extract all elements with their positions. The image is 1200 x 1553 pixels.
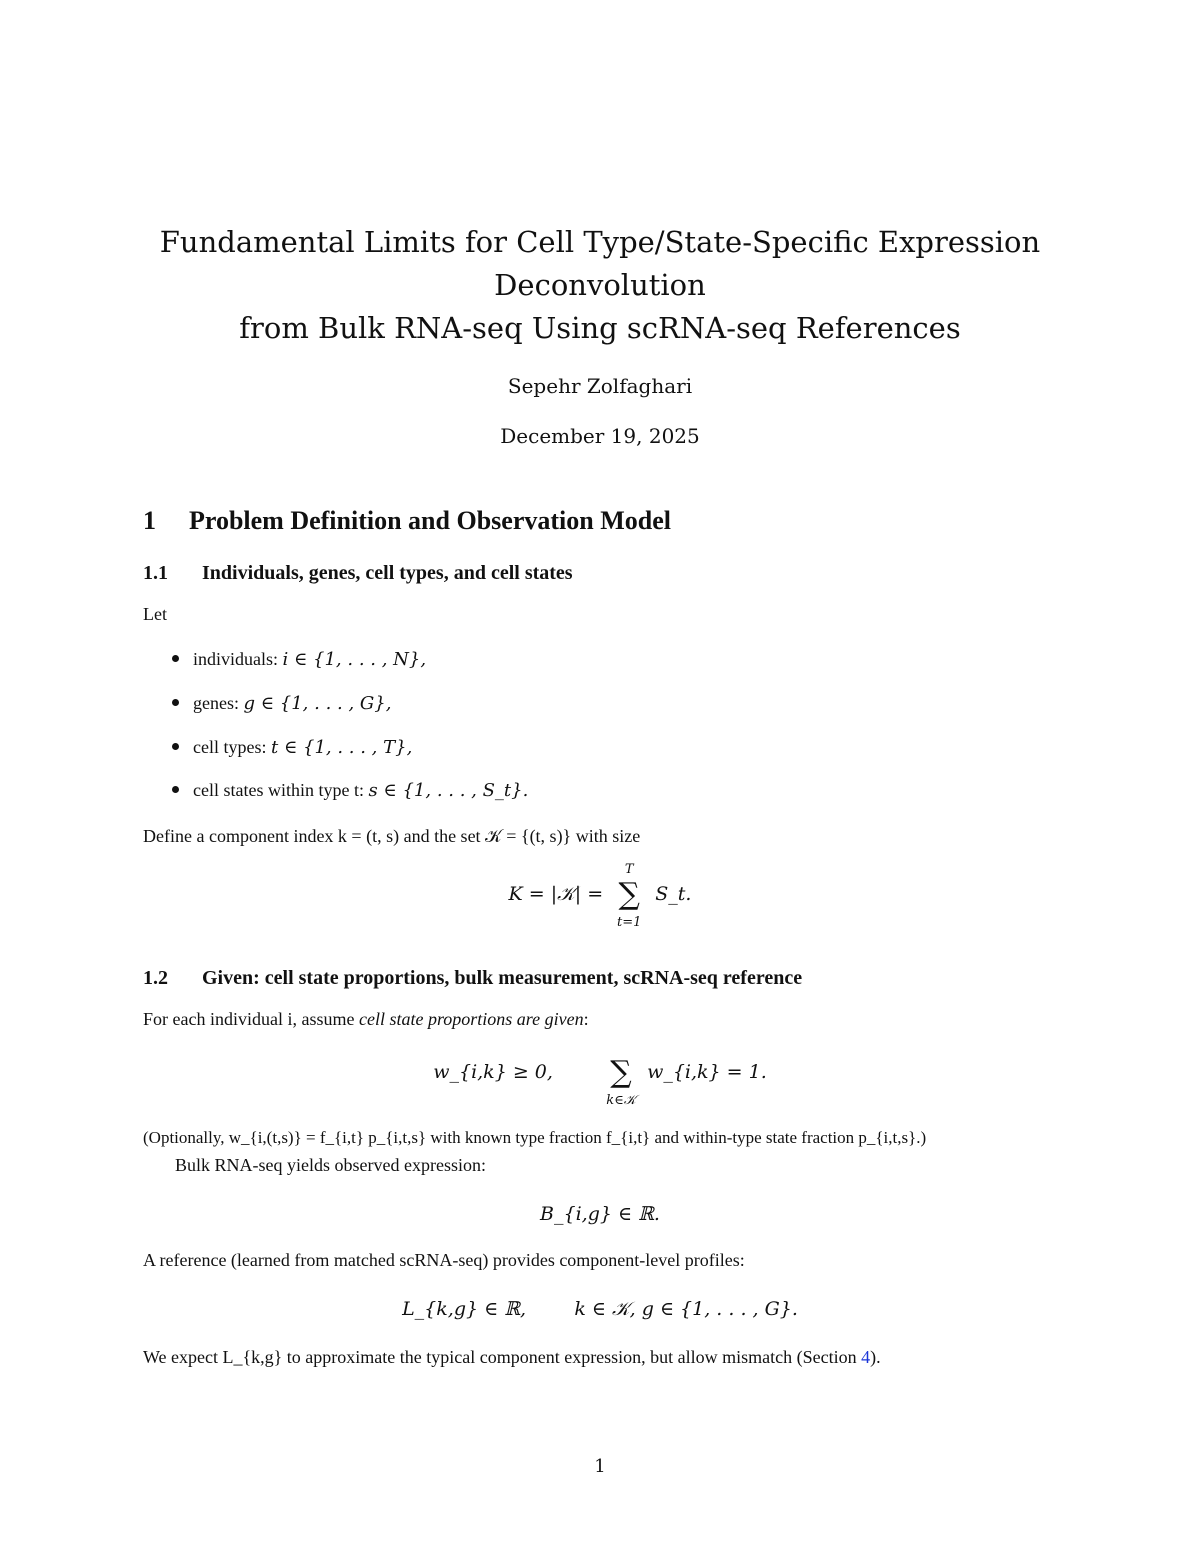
subsection-title: Individuals, genes, cell types, and cell states (202, 562, 573, 584)
author: Sepehr Zolfaghari (507, 374, 693, 398)
bullet-dot-icon (172, 743, 179, 750)
sum-lower: t=1 (617, 915, 642, 930)
for-each-pre: For each individual i, assume (143, 1009, 359, 1029)
reference-text: A reference (learned from matched scRNA-seq) provides component-level profiles: (143, 1250, 745, 1270)
subsection-number: 1.2 (143, 967, 168, 989)
page-number: 1 (594, 1456, 606, 1477)
section-heading-1 (143, 506, 671, 536)
bullet-label: individuals: (193, 649, 278, 669)
expect-post: ). (870, 1347, 881, 1367)
subsection-heading-1-2 (143, 967, 802, 990)
expect-pre: We expect L_{k,g} to approximate the typical component expression, but allow mismatch (Section (143, 1347, 862, 1367)
section-4-link[interactable]: 4 (861, 1347, 871, 1367)
bullet-math: t ∈ {1, . . . , T}, (270, 737, 413, 758)
eq-w-lhs: w_{i,k} ≥ 0, (433, 1061, 553, 1083)
bullet-item (172, 737, 412, 758)
optionally-text: (Optionally, w_{i,(t,s)} = f_{i,t} p_{i,t,s} with known type fraction f_{i,t} and within-type state fraction p_{i,t,s}.) (143, 1128, 927, 1147)
sum-upper: T (624, 862, 634, 877)
bullet-dot-icon (172, 786, 179, 793)
equation-L (0, 1298, 1200, 1320)
title-line-3: from Bulk RNA-seq Using scRNA-seq References (239, 311, 961, 345)
subsection-title: Given: cell state proportions, bulk measurement, scRNA-seq reference (202, 967, 803, 989)
bullet-math: i ∈ {1, . . . , N}, (282, 649, 427, 670)
bullet-item (172, 693, 391, 714)
bulk-text: Bulk RNA-seq yields observed expression: (175, 1155, 486, 1175)
bullet-label: genes: (193, 693, 239, 713)
title-line-2: Deconvolution (494, 268, 706, 302)
bullet-label: cell states within type t: (193, 780, 364, 800)
date: December 19, 2025 (500, 424, 700, 448)
let-text: Let (143, 604, 167, 624)
eq-K-rhs: S_t. (655, 883, 692, 905)
eq-B-content: B_{i,g} ∈ ℝ. (540, 1203, 660, 1225)
subsection-heading-1-1 (143, 562, 573, 585)
summation-symbol: T ∑ t=1 (609, 880, 649, 910)
summation-symbol: ∑ k∈𝒦 (601, 1058, 641, 1088)
define-text: Define a component index k = (t, s) and the set 𝒦 = {(t, s)} with size (143, 826, 641, 846)
eq-w-rhs: w_{i,k} = 1. (647, 1061, 767, 1083)
eq-K-lhs: K = |𝒦| = (508, 883, 604, 905)
equation-B (0, 1203, 1200, 1225)
bullet-math: s ∈ {1, . . . , S_t}. (368, 780, 529, 801)
section-title: Problem Definition and Observation Model (189, 506, 671, 535)
bullet-dot-icon (172, 699, 179, 706)
bullet-label: cell types: (193, 737, 267, 757)
bullet-dot-icon (172, 655, 179, 662)
equation-K (0, 862, 1200, 930)
bullet-math: g ∈ {1, . . . , G}, (243, 693, 392, 714)
for-each-emph: cell state proportions are given (358, 1009, 584, 1029)
section-number: 1 (143, 506, 156, 535)
paper-title (0, 221, 1200, 350)
title-line-1: Fundamental Limits for Cell Type/State-Specific Expression (159, 225, 1041, 259)
expect-text (143, 1347, 881, 1368)
eq-L-content: L_{k,g} ∈ ℝ, k ∈ 𝒦, g ∈ {1, . . . , G}. (402, 1298, 798, 1320)
bullet-item (172, 649, 426, 670)
equation-w (0, 1055, 1200, 1108)
for-each-text (143, 1009, 589, 1030)
for-each-post: : (583, 1009, 589, 1029)
bullet-item (172, 780, 528, 801)
sum-lower: k∈𝒦 (606, 1093, 636, 1108)
subsection-number: 1.1 (143, 562, 168, 584)
